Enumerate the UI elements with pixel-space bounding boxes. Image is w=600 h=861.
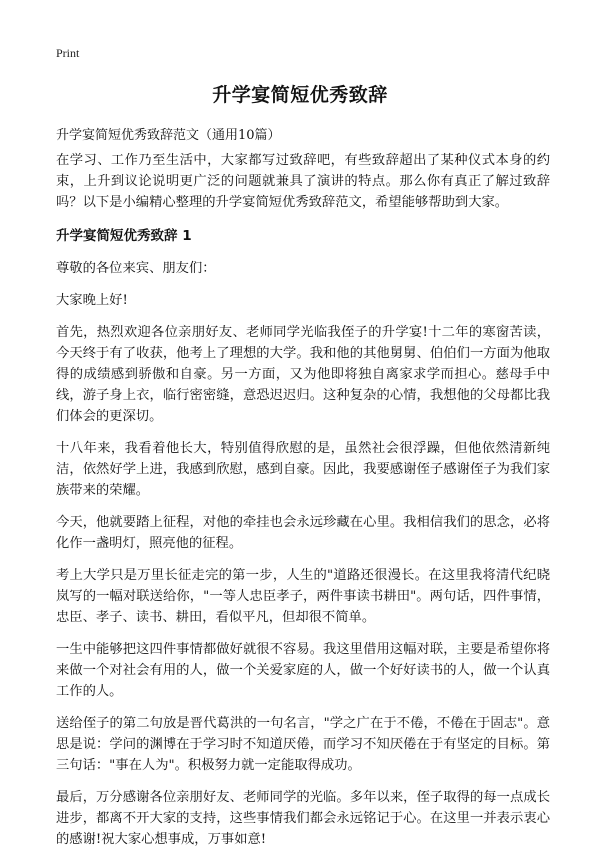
speech-paragraph: 考上大学只是万里长征走完的第一步，人生的"道路还很漫长。在这里我将清代纪晓岚写的一幅对联送给你，"一等人忠臣孝子，两件事读书耕田"。两句话，四件事情，忠臣、孝子、读书、耕田，看似平凡，但却很不简单。 [56, 568, 550, 625]
speech-paragraph: 首先，热烈欢迎各位亲朋好友、老师同学光临我侄子的升学宴!十二年的寒窗苦读，今天终于有了收获，他考上了理想的大学。我和他的其他舅舅、伯伯们一方面为他取得的成绩感到骄傲和自豪。另一方面，又为他即将独自离家求学而担心。慈母手中线，游子身上衣，临行密密缝，意恐迟迟归。这种复杂的心情，我想他的父母都比我们体会的更深切。 [56, 325, 550, 424]
speech-paragraph: 大家晚上好! [56, 293, 128, 308]
document-subtitle: 升学宴简短优秀致辞范文（通用10篇） [56, 128, 281, 143]
speech-paragraph: 送给侄子的第二句放是晋代葛洪的一句名言，"学之广在于不倦，不倦在于固志"。意思是说：学问的渊博在于学习时不知道厌倦，而学习不知厌倦在于有坚定的目标。第三句话："事在人为"。积极努力就一定能取得成功。 [56, 716, 550, 773]
print-link[interactable]: Print [56, 46, 80, 60]
speech-paragraph: 十八年来，我看着他长大，特别值得欣慰的是，虽然社会很浮躁，但他依然清新纯洁，依然好学上进，我感到欣慰，感到自豪。因此，我要感谢侄子感谢侄子为我们家族带来的荣耀。 [56, 441, 550, 498]
intro-paragraph: 在学习、工作乃至生活中，大家都写过致辞吧，有些致辞超出了某种仪式本身的约束，上升到议论说明更广泛的问题就兼具了演讲的特点。那么你有真正了解过致辞吗？以下是小编精心整理的升学宴简短优秀致辞范文，希望能够帮助到大家。 [56, 153, 550, 210]
document-body [56, 150, 550, 861]
section-heading: 升学宴简短优秀致辞 1 [56, 228, 192, 244]
page-title: 升学宴简短优秀致辞 [212, 84, 388, 106]
speech-paragraph: 最后，万分感谢各位亲朋好友、老师同学的光临。多年以来，侄子取得的每一点成长进步，都离不开大家的支持，这些事情我们都会永远铭记于心。在这里一并表示衷心的感谢!祝大家心想事成，万事如意! [56, 790, 550, 847]
speech-paragraph: 今天，他就要踏上征程，对他的牵挂也会永远珍藏在心里。我相信我们的思念，必将化作一盏明灯，照亮他的征程。 [56, 515, 550, 551]
speech-paragraph: 尊敬的各位来宾、朋友们： [56, 261, 216, 276]
speech-paragraph: 一生中能够把这四件事情都做好就很不容易。我这里借用这幅对联，主要是希望你将来做一个对社会有用的人，做一个关爱家庭的人，做一个好好读书的人，做一个认真工作的人。 [56, 642, 550, 699]
